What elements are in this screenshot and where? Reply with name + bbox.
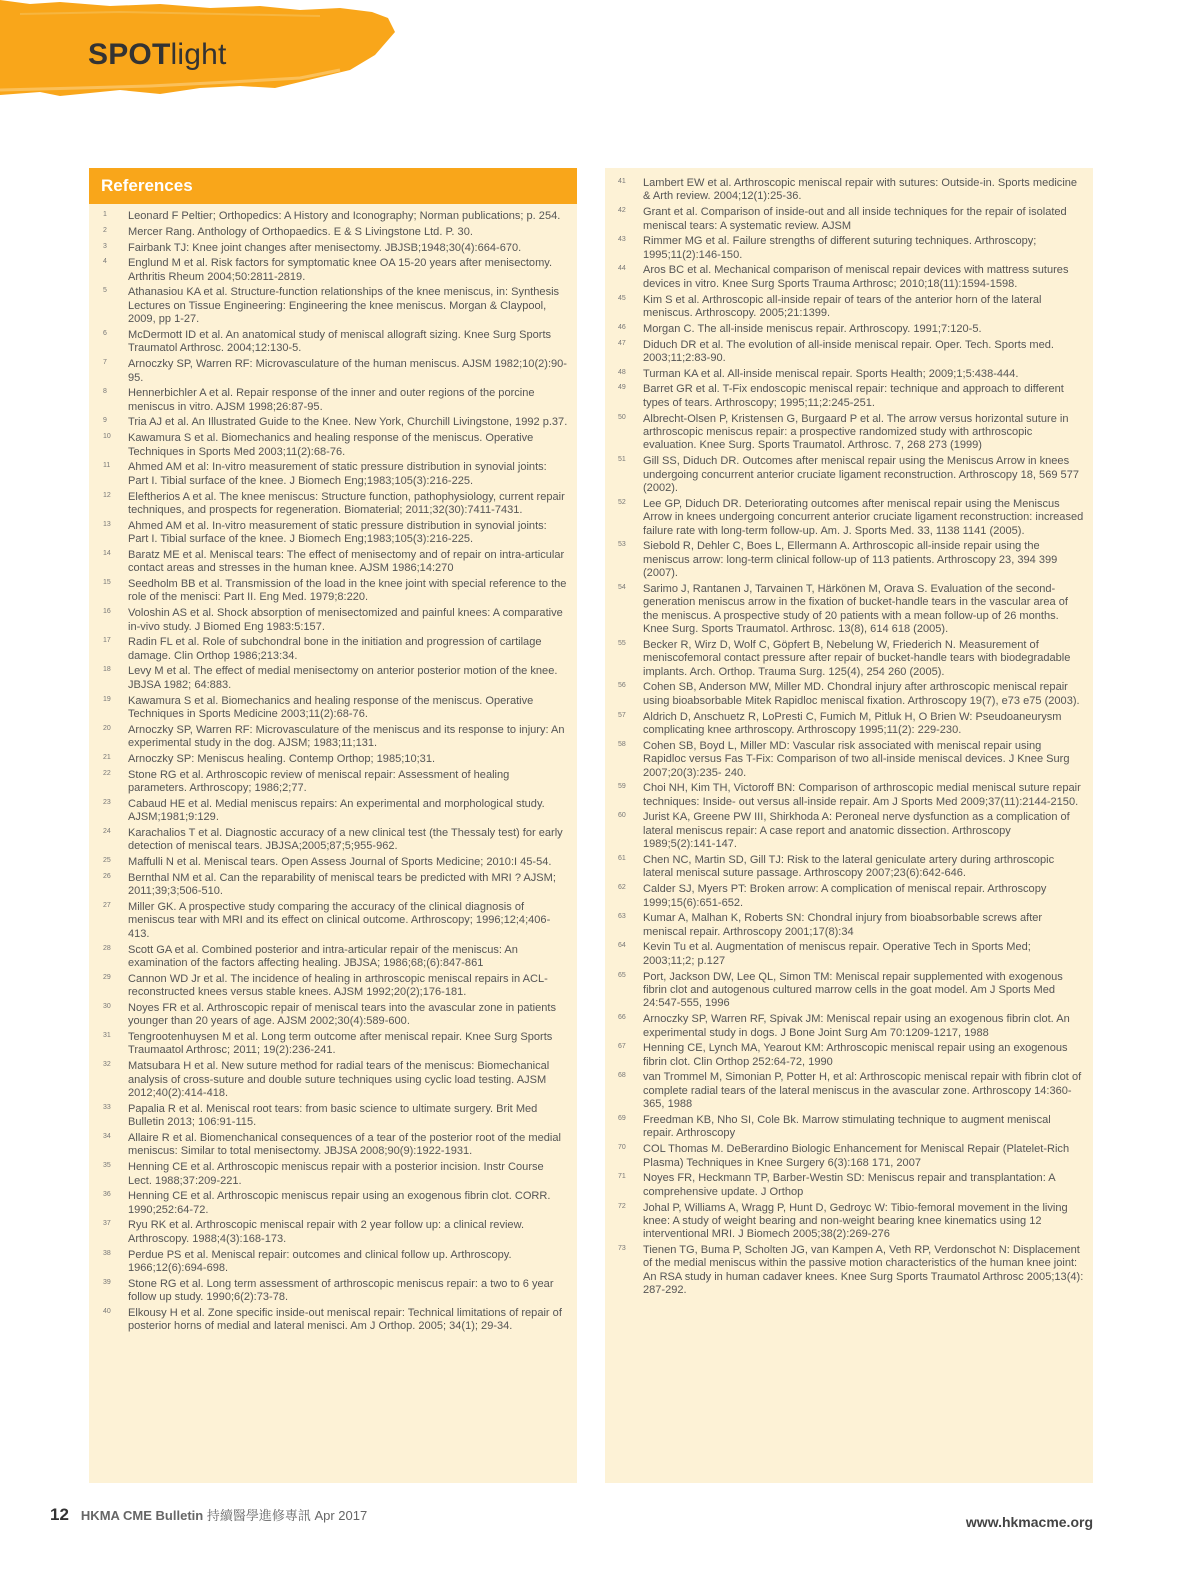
- reference-text: Cohen SB, Boyd L, Miller MD: Vascular risk associated with meniscal repair using Rapidloc versus Fas T-Fix: Comparison of two all-inside meniscal devices. J Knee Surg 2007;20(3):235- 240.: [643, 739, 1070, 779]
- reference-item: [103, 226, 569, 239]
- reference-number: 8: [103, 388, 107, 396]
- reference-text: Stone RG et al. Long term assessment of arthroscopic meniscus repair: a two to 6 year follow up study. 1990;6(2):73-78.: [128, 1277, 554, 1304]
- reference-text: Cannon WD Jr et al. The incidence of healing in arthroscopic meniscal repairs in ACL-reconstructed knees versus stable knees. AJSM 1992;20(2);176-181.: [128, 972, 548, 999]
- reference-item: [103, 695, 569, 722]
- reference-item: [618, 971, 1084, 1011]
- reference-text: Levy M et al. The effect of medial menisectomy on anterior posterior motion of the knee. JBJSA 1982; 64:883.: [128, 665, 558, 691]
- reference-number: 33: [103, 1103, 111, 1111]
- reference-number: 44: [618, 265, 626, 273]
- reference-number: 23: [103, 798, 111, 806]
- reference-text: Radin FL et al. Role of subchondral bone in the initiation and progression of cartilage damage. Clin Orthop 1986;213:34.: [128, 636, 542, 662]
- reference-item: [103, 636, 569, 663]
- reference-item: [618, 1143, 1084, 1170]
- reference-text: Chen NC, Martin SD, Gill TJ: Risk to the lateral geniculate artery during arthroscopic lateral meniscal suture passage. Arthroscopy 2007;23(6):642-646.: [643, 853, 1055, 880]
- reference-item: [103, 1190, 569, 1217]
- reference-number: 9: [103, 417, 107, 425]
- reference-item: [103, 461, 569, 488]
- reference-number: 29: [103, 973, 111, 981]
- logo-light: light: [170, 38, 227, 71]
- reference-number: 2: [103, 226, 107, 234]
- reference-number: 16: [103, 608, 111, 616]
- logo-bold: SPOT: [88, 38, 171, 71]
- reference-text: Morgan C. The all-inside meniscus repair. Arthroscopy. 1991;7:120-5.: [643, 322, 982, 335]
- reference-number: 54: [618, 583, 626, 591]
- reference-item: [103, 1307, 569, 1334]
- reference-text: Freedman KB, Nho SI, Cole Bk. Marrow stimulating technique to augment meniscal repair. Arthroscopy: [643, 1114, 1051, 1140]
- reference-item: [618, 740, 1084, 780]
- reference-text: Elkousy H et al. Zone specific inside-out meniscal repair: Technical limitations of repair of posterior horns of medial and lateral menisci. Am J Orthop. 2005; 34(1); 29-34.: [128, 1306, 562, 1333]
- reference-text: Aldrich D, Anschuetz R, LoPresti C, Fumich M, Pitluk H, O Brien W: Pseudoaneurysm complicating knee arthroscopy. Arthroscopy 1995;11(2): 229-230.: [643, 710, 1062, 736]
- reference-item: [103, 520, 569, 547]
- reference-number: 32: [103, 1061, 111, 1069]
- reference-text: Becker R, Wirz D, Wolf C, Göpfert B, Nebelung W, Friederich N. Measurement of meniscofemoral contact pressure after repair of bucket-handle tears with biodegradable implants. Arch. Orthop. Trauma Surg. 125(4), 254 260 (2005).: [643, 638, 1071, 678]
- reference-text: Arnoczky SP: Meniscus healing. Contemp Orthop; 1985;10;31.: [128, 752, 436, 765]
- reference-item: [618, 177, 1084, 204]
- reference-item: [618, 1114, 1084, 1141]
- reference-item: [618, 782, 1084, 809]
- reference-text: Lambert EW et al. Arthroscopic meniscal repair with sutures: Outside-in. Sports medicine & Arth review. 2004;12(1):25-36.: [643, 177, 1078, 203]
- reference-item: [103, 827, 569, 854]
- reference-number: 27: [103, 902, 111, 910]
- reference-text: Grant et al. Comparison of inside-out and all inside techniques for the repair of isolated meniscal tears: A systematic review. AJSM: [643, 206, 1067, 232]
- reference-item: [103, 724, 569, 751]
- reference-number: 51: [618, 456, 626, 464]
- reference-item: [103, 329, 569, 356]
- reference-item: [103, 286, 569, 326]
- reference-item: [618, 1172, 1084, 1199]
- reference-text: Ahmed AM et al: In-vitro measurement of static pressure distribution in synovial joints: Part I. Tibial surface of the knee. J Biomech Eng;1983;105(3):216-225.: [128, 461, 547, 487]
- reference-item: [618, 235, 1084, 262]
- reference-item: [103, 1002, 569, 1029]
- reference-item: [618, 1071, 1084, 1111]
- reference-text: Barret GR et al. T-Fix endoscopic meniscal repair: technique and approach to different types of tears. Arthroscopy; 1995;11;2:245-251.: [643, 383, 1064, 409]
- reference-text: Mercer Rang. Anthology of Orthopaedics. E & S Livingstone Ltd. P. 30.: [128, 225, 473, 238]
- reference-text: Fairbank TJ: Knee joint changes after menisectomy. JBJSB;1948;30(4):664-670.: [128, 241, 522, 254]
- reference-number: 1: [103, 211, 107, 218]
- reference-number: 67: [618, 1043, 626, 1051]
- reference-item: [103, 753, 569, 766]
- reference-number: 61: [618, 854, 626, 862]
- reference-number: 46: [618, 323, 626, 331]
- reference-item: [618, 498, 1084, 538]
- reference-number: 7: [103, 359, 107, 367]
- reference-item: [618, 323, 1084, 336]
- reference-number: 48: [618, 368, 626, 376]
- reference-text: Gill SS, Diduch DR. Outcomes after meniscal repair using the Meniscus Arrow in knees undergoing concurrent anterior cruciate ligament reconstruction. Arthroscopy 18, 569 577 (2002).: [643, 455, 1079, 494]
- reference-number: 28: [103, 944, 111, 952]
- reference-item: [103, 242, 569, 255]
- reference-text: Cabaud HE et al. Medial meniscus repairs: An experimental and morphological study. AJSM;1981;9:129.: [128, 797, 545, 824]
- reference-text: Englund M et al. Risk factors for symptomatic knee OA 15-20 years after menisectomy. Arthritis Rheum 2004;50:2811-2819.: [128, 257, 553, 283]
- reference-text: Johal P, Williams A, Wragg P, Hunt D, Gedroyc W: Tibio-femoral movement in the living knee: A study of weight bearing and non-weight bearing knee kinematics using 12 interventional MRI. J Biomech 2005;38(2):269-276: [643, 1201, 1068, 1241]
- reference-text: Kawamura S et al. Biomechanics and healing response of the meniscus. Operative Techniques in Sports Medicine 2003;11(2):68-76.: [128, 694, 534, 720]
- reference-number: 3: [103, 242, 107, 250]
- section-logo: [88, 38, 227, 72]
- references-title: References: [101, 176, 193, 195]
- reference-text: Voloshin AS et al. Shock absorption of menisectomized and painful knees: A comparative in-vivo study. J Biomed Eng 1983:5:157.: [128, 607, 563, 633]
- reference-item: [618, 811, 1084, 851]
- reference-number: 10: [103, 433, 111, 441]
- reference-item: [103, 1060, 569, 1100]
- reference-text: Albrecht-Olsen P, Kristensen G, Burgaard P et al. The arrow versus horizontal suture in arthroscopic meniscus repair: a prospective randomized study with arthroscopic evaluation. Knee Surg. Sports Traumatol. Arthrosc. 7, 268 273 (1999): [643, 412, 1069, 452]
- reference-item: [618, 455, 1084, 495]
- reference-text: Tengrootenhuysen M et al. Long term outcome after meniscal repair. Knee Surg Sports Traumaatol Arthrosc; 2011; 19(2):236-241.: [128, 1031, 553, 1057]
- reference-text: Hennerbichler A et al. Repair response of the inner and outer regions of the porcine meniscus in vitro. AJSM 1998;26:87-95.: [128, 387, 535, 413]
- reference-number: 72: [618, 1202, 626, 1210]
- reference-item: [103, 257, 569, 284]
- reference-text: Lee GP, Diduch DR. Deteriorating outcomes after meniscal repair using the Meniscus Arrow in knees undergoing concurrent anterior cruciate ligament reconstruction: increased failure rate with long-term follow-up. Am. J. Sports Med. 33, 1138 1141 (2005).: [643, 497, 1084, 537]
- reference-number: 22: [103, 769, 111, 777]
- reference-text: Maffulli N et al. Meniscal tears. Open Assess Journal of Sports Medicine; 2010:I 45-54.: [128, 856, 552, 869]
- reference-number: 65: [618, 971, 626, 979]
- reference-item: [103, 607, 569, 634]
- reference-number: 40: [103, 1307, 111, 1315]
- reference-number: 26: [103, 872, 111, 880]
- reference-item: [618, 206, 1084, 233]
- reference-number: 55: [618, 639, 626, 647]
- reference-item: [103, 944, 569, 971]
- reference-text: Rimmer MG et al. Failure strengths of different suturing techniques. Arthroscopy; 1995;11(2):146-150.: [643, 235, 1037, 261]
- reference-number: 60: [618, 812, 626, 820]
- reference-item: [618, 383, 1084, 410]
- reference-text: Scott GA et al. Combined posterior and intra-articular repair of the meniscus: An examination of the factors affecting healing. JBJSA; 1986;68;(6):847-861: [128, 943, 518, 969]
- reference-number: 14: [103, 549, 111, 557]
- bulletin-name: HKMA CME Bulletin: [80, 1508, 204, 1523]
- reference-number: 37: [103, 1220, 111, 1228]
- reference-item: [103, 416, 569, 429]
- reference-number: 66: [618, 1014, 626, 1022]
- reference-text: Noyes FR, Heckmann TP, Barber-Westin SD: Meniscus repair and transplantation: A comprehensive update. J Orthop: [643, 1172, 1055, 1198]
- reference-text: Diduch DR et al. The evolution of all-inside meniscal repair. Oper. Tech. Sports med. 2003;11;2:83-90.: [643, 338, 1054, 364]
- reference-item: [103, 387, 569, 414]
- reference-text: Allaire R et al. Biomenchanical consequences of a tear of the posterior root of the medial meniscus: Similar to total menisectomy. JBJSA 2008;90(9):1922-1931.: [128, 1131, 561, 1158]
- reference-text: Tria AJ et al. An Illustrated Guide to the Knee. New York, Churchill Livingstone, 1992 p.37.: [128, 416, 568, 429]
- reference-number: 56: [618, 682, 626, 690]
- reference-text: Turman KA et al. All-inside meniscal repair. Sports Health; 2009;1;5:438-444.: [643, 367, 1019, 380]
- reference-text: Perdue PS et al. Meniscal repair: outcomes and clinical follow up. Arthroscopy. 1966;12(6):694-698.: [128, 1248, 512, 1274]
- reference-text: Siebold R, Dehler C, Boes L, Ellermann A. Arthroscopic all-inside repair using the meniscus arrow: long-term clinical follow-up of 113 patients. Arthroscopy 23, 394 399 (2007).: [643, 540, 1058, 580]
- reference-text: Kumar A, Malhan K, Roberts SN: Chondral injury from bioabsorbable screws after meniscal repair. Arthroscopy 2001;17(8):34: [643, 912, 1043, 938]
- reference-number: 31: [103, 1032, 111, 1040]
- reference-item: [618, 294, 1084, 321]
- reference-item: [103, 549, 569, 576]
- reference-text: Leonard F Peltier; Orthopedics: A History and Iconography; Norman publications; p. 254.: [128, 210, 561, 222]
- reference-number: 64: [618, 942, 626, 950]
- reference-item: [103, 973, 569, 1000]
- reference-number: 57: [618, 711, 626, 719]
- reference-number: 20: [103, 724, 111, 732]
- reference-number: 47: [618, 339, 626, 347]
- reference-number: 12: [103, 491, 111, 499]
- reference-number: 52: [618, 498, 626, 506]
- reference-text: Miller GK. A prospective study comparing the accuracy of the clinical diagnosis of meniscus tear with MRI and its effect on clinical outcome. Arthroscopy; 1996;12;4;406-413.: [128, 901, 551, 940]
- reference-number: 38: [103, 1249, 111, 1257]
- reference-number: 62: [618, 884, 626, 892]
- reference-number: 35: [103, 1162, 111, 1170]
- reference-text: McDermott ID et al. An anatomical study of meniscal allograft sizing. Knee Surg Sports Traumatol Arthrosc. 2004;12:130-5.: [128, 328, 552, 355]
- website-link[interactable]: www.hkmacme.org: [965, 1514, 1093, 1530]
- reference-item: [103, 798, 569, 825]
- reference-text: Choi NH, Kim TH, Victoroff BN: Comparison of arthroscopic medial meniscal suture repair techniques: Inside- out versus all-inside repair. Am J Sports Med 2009;37(11):2144-2150.: [643, 782, 1081, 808]
- reference-item: [618, 681, 1084, 708]
- reference-text: Aros BC et al. Mechanical comparison of meniscal repair devices with mattress sutures devices in vitro. Knee Surg Sports Trauma Arthrosc; 2010;18(11):1594-1598.: [643, 264, 1069, 290]
- reference-number: 59: [618, 783, 626, 791]
- reference-item: [618, 540, 1084, 580]
- reference-item: [103, 210, 569, 223]
- reference-item: [103, 1161, 569, 1188]
- reference-number: 71: [618, 1173, 626, 1181]
- reference-item: [103, 491, 569, 518]
- footer-publication: [50, 1505, 367, 1525]
- reference-number: 21: [103, 753, 111, 761]
- reference-number: 53: [618, 541, 626, 549]
- reference-item: [103, 856, 569, 869]
- reference-number: 49: [618, 384, 626, 392]
- reference-text: Matsubara H et al. New suture method for radial tears of the meniscus: Biomechanical analysis of cross-suture and double suture techniques using cyclic load testing. AJSM 2012;40(2):414-418.: [128, 1060, 550, 1100]
- reference-number: 6: [103, 329, 107, 337]
- reference-number: 63: [618, 913, 626, 921]
- reference-item: [103, 358, 569, 385]
- reference-item: [618, 1013, 1084, 1040]
- reference-text: Arnoczky SP, Warren RF: Microvasculature of the human meniscus. AJSM 1982;10(2):90-95.: [128, 358, 567, 384]
- reference-item: [618, 1042, 1084, 1069]
- reference-number: 5: [103, 287, 107, 295]
- reference-text: Karachalios T et al. Diagnostic accuracy of a new clinical test (the Thessaly test) for early detection of meniscal tears. JBJSA;2005;87;5;955-962.: [128, 826, 563, 853]
- reference-text: Jurist KA, Greene PW III, Shirkhoda A: Peroneal nerve dysfunction as a complication of lateral meniscus repair: A case report and anatomic dissection. Arthroscopy 1989;5(2):141-147.: [643, 811, 1070, 851]
- reference-item: [103, 901, 569, 941]
- reference-number: 45: [618, 294, 626, 302]
- reference-text: Sarimo J, Rantanen J, Tarvainen T, Härkönen M, Orava S. Evaluation of the second-generation meniscus arrow in the fixation of bucket-handle tears in the vascular area of the meniscus. A prospective study of 20 patients with a mean follow-up of 26 months. Knee Surg. Sports Traumatol. Arthrosc. 13(8), 614 618 (2005).: [643, 582, 1068, 636]
- reference-text: COL Thomas M. DeBerardino Biologic Enhancement for Meniscal Repair (Platelet-Rich Plasma) Techniques in Knee Surgery 6(3):168 171, 2007: [643, 1143, 1070, 1169]
- reference-number: 50: [618, 413, 626, 421]
- reference-text: Stone RG et al. Arthroscopic review of meniscal repair: Assessment of healing parameters. Arthroscopy; 1986;2;77.: [128, 768, 510, 795]
- reference-item: [618, 912, 1084, 939]
- reference-text: Arnoczky SP, Warren RF: Microvasculature of the meniscus and its response to injury: An experimental study in the dog. AJSM; 1983;11;131.: [128, 723, 565, 750]
- reference-number: 4: [103, 258, 107, 266]
- reference-item: [618, 883, 1084, 910]
- reference-item: [618, 941, 1084, 968]
- reference-number: 25: [103, 857, 111, 865]
- reference-text: Henning CE et al. Arthroscopic meniscus repair using an exogenous fibrin clot. CORR. 1990;252:64-72.: [128, 1190, 551, 1216]
- reference-number: 68: [618, 1072, 626, 1080]
- reference-text: Seedholm BB et al. Transmission of the load in the knee joint with special reference to the role of the menisci: Part II. Eng Med. 1979;8:220.: [128, 577, 567, 604]
- bulletin-issue: 持續醫學進修專訊 Apr 2017: [203, 1508, 368, 1523]
- reference-text: Calder SJ, Myers PT: Broken arrow: A complication of meniscal repair. Arthroscopy 1999;15(6):651-652.: [643, 883, 1047, 909]
- reference-number: 11: [103, 462, 111, 470]
- reference-item: [618, 711, 1084, 738]
- references-heading-bar: [89, 168, 577, 204]
- reference-number: 15: [103, 578, 111, 586]
- reference-text: Noyes FR et al. Arthroscopic repair of meniscal tears into the avascular zone in patients younger than 20 years of age. AJSM 2002;30(4):589-600.: [128, 1001, 556, 1028]
- reference-text: van Trommel M, Simonian P, Potter H, et al: Arthroscopic meniscal repair with fibrin clot of complete radial tears of the lateral meniscus in the avascular zone. Arthroscopy 14:360-365, 1988: [643, 1071, 1082, 1111]
- reference-item: [618, 639, 1084, 679]
- reference-text: Arnoczky SP, Warren RF, Spivak JM: Meniscal repair using an exogenous fibrin clot. An experimental study in dogs. J Bone Joint Surg Am 70:1209-1217, 1988: [643, 1013, 1070, 1039]
- reference-list-right: [618, 177, 1084, 1300]
- reference-text: Henning CE et al. Arthroscopic meniscus repair with a posterior incision. Instr Course Lect. 1988;37:209-221.: [128, 1161, 544, 1187]
- reference-number: 30: [103, 1002, 111, 1010]
- reference-item: [618, 368, 1084, 381]
- reference-list-left: [103, 210, 569, 1336]
- reference-text: Athanasiou KA et al. Structure-function relationships of the knee meniscus, in: Synthesis Lectures on Tissue Engineering: Engineering the knee meniscus. Morgan & Claypool, 2009, pp 1-27.: [128, 286, 560, 326]
- reference-text: Tienen TG, Buma P, Scholten JG, van Kampen A, Veth RP, Verdonschot N: Displacement of the medial meniscus within the passive motion characteristics of the human knee joint: An RSA study in human cadaver knees. Knee Surg Sports Traumatol Arthrosc 2005;13(4): 287-292.: [643, 1244, 1084, 1297]
- reference-text: Cohen SB, Anderson MW, Miller MD. Chondral injury after arthroscopic meniscal repair using bioabsorbable Mitek Rapidloc meniscal fixation. Arthroscopy 19(7), e73 e75 (2003).: [643, 681, 1080, 707]
- reference-text: Kevin Tu et al. Augmentation of meniscus repair. Operative Tech in Sports Med; 2003;11;2; p.127: [643, 941, 1031, 967]
- reference-item: [618, 1202, 1084, 1242]
- reference-item: [618, 583, 1084, 637]
- page-number: 12: [50, 1505, 69, 1524]
- reference-text: Ryu RK et al. Arthroscopic meniscal repair with 2 year follow up: a clinical review. Arthroscopy. 1988;4(3):168-173.: [128, 1219, 525, 1245]
- reference-item: [103, 769, 569, 796]
- reference-number: 42: [618, 207, 626, 215]
- reference-item: [103, 1249, 569, 1276]
- reference-item: [618, 854, 1084, 881]
- reference-item: [103, 1031, 569, 1058]
- reference-text: Kawamura S et al. Biomechanics and healing response of the meniscus. Operative Techniques in Sports Med 2003;11(2):68-76.: [128, 432, 534, 458]
- reference-number: 17: [103, 637, 111, 645]
- reference-text: Eleftherios A et al. The knee meniscus: Structure function, pathophysiology, current repair techniques, and prospects for regeneration. Biomaterial; 2011;32(30):7411-7431.: [128, 490, 565, 516]
- reference-item: [618, 264, 1084, 291]
- reference-item: [618, 413, 1084, 453]
- reference-item: [103, 1103, 569, 1130]
- reference-text: Port, Jackson DW, Lee QL, Simon TM: Meniscal repair supplemented with exogenous fibrin clot and autogenous cultured marrow cells in the goat model. Am J Sports Med 24:547-555, 1996: [643, 970, 1063, 1010]
- reference-number: 70: [618, 1144, 626, 1152]
- reference-number: 73: [618, 1245, 626, 1253]
- reference-text: Kim S et al. Arthroscopic all-inside repair of tears of the anterior horn of the lateral meniscus. Arthroscopy. 2005;21:1399.: [643, 293, 1042, 320]
- reference-number: 43: [618, 236, 626, 244]
- reference-number: 69: [618, 1115, 626, 1123]
- reference-number: 19: [103, 695, 111, 703]
- reference-number: 24: [103, 827, 111, 835]
- reference-number: 39: [103, 1278, 111, 1286]
- reference-number: 18: [103, 666, 111, 674]
- reference-number: 36: [103, 1191, 111, 1199]
- reference-text: Baratz ME et al. Meniscal tears: The effect of menisectomy and of repair on intra-articular contact areas and stresses in the human knee. AJSM 1986;14:270: [128, 548, 565, 575]
- reference-item: [103, 578, 569, 605]
- reference-text: Papalia R et al. Meniscal root tears: from basic science to ultimate surgery. Brit Med Bulletin 2013; 106:91-115.: [128, 1102, 538, 1129]
- reference-item: [618, 339, 1084, 366]
- reference-item: [618, 1244, 1084, 1298]
- reference-number: 13: [103, 520, 111, 528]
- reference-item: [103, 872, 569, 899]
- reference-item: [103, 1278, 569, 1305]
- reference-item: [103, 1219, 569, 1246]
- reference-item: [103, 665, 569, 692]
- reference-text: Ahmed AM et al. In-vitro measurement of static pressure distribution in synovial joints: Part I. Tibial surface of the knee. J Biomech Eng;1983;105(3):216-225.: [128, 519, 547, 546]
- reference-text: Henning CE, Lynch MA, Yearout KM: Arthroscopic meniscal repair using an exogenous fibrin clot. Clin Orthop 252:64-72, 1990: [643, 1042, 1068, 1068]
- reference-item: [103, 1132, 569, 1159]
- reference-number: 34: [103, 1132, 111, 1140]
- reference-item: [103, 432, 569, 459]
- reference-text: Bernthal NM et al. Can the reparability of meniscal tears be predicted with MRI ? AJSM; 2011;39;3;506-510.: [128, 871, 556, 898]
- reference-number: 58: [618, 740, 626, 748]
- reference-number: 41: [618, 178, 626, 185]
